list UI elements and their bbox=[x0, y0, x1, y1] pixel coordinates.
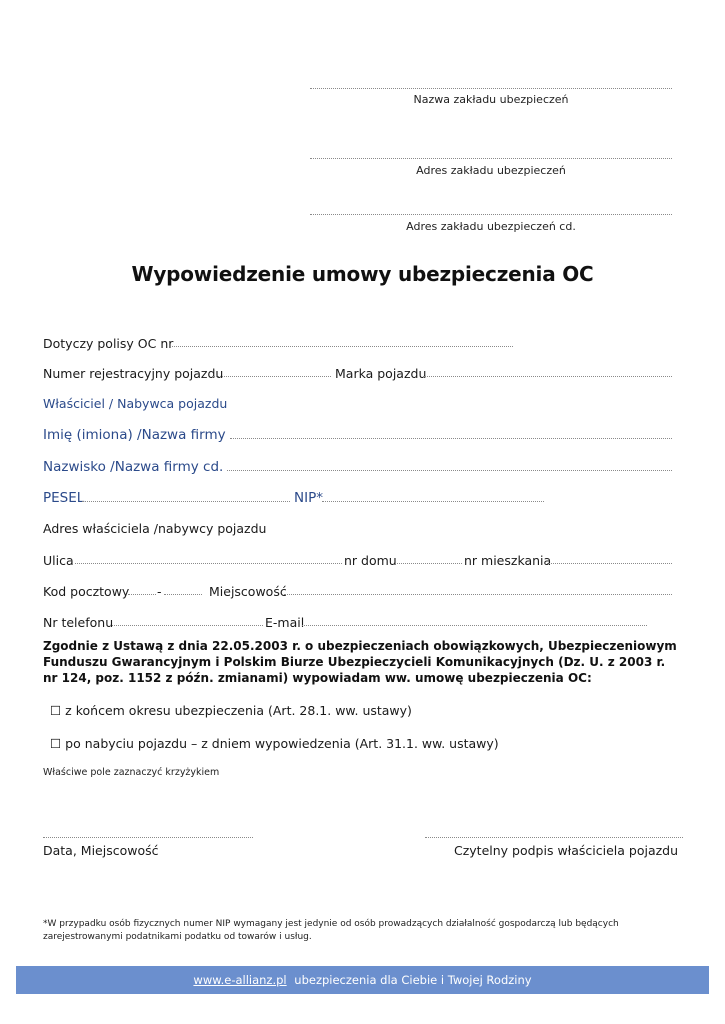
city-field[interactable] bbox=[284, 594, 672, 595]
flat-no-field[interactable] bbox=[545, 563, 672, 564]
street-field[interactable] bbox=[75, 563, 342, 564]
insurer-name-line[interactable] bbox=[310, 88, 672, 89]
nip-field[interactable] bbox=[322, 501, 544, 502]
street-label: Ulica bbox=[43, 553, 74, 568]
insurer-address-line[interactable] bbox=[310, 158, 672, 159]
legal-statement: Zgodnie z Ustawą z dnia 22.05.2003 r. o ubezpieczeniach obowiązkowych, Ubezpieczeniowym Funduszu Gwarancyjnym i Polskim Biurze Ubezpieczycieli Komunikacyjnych (Dz. U. z 2003 r. nr 124, poz. 1152 z późn. zmianami) wypowiadam ww. umowę ubezpieczenia OC: bbox=[43, 639, 677, 685]
date-place-label: Data, Miejscowość bbox=[43, 843, 159, 858]
signature-label: Czytelny podpis właściciela pojazdu bbox=[454, 843, 679, 858]
document-title: Wypowiedzenie umowy ubezpieczenia OC bbox=[131, 262, 594, 286]
postal-code-label: Kod pocztowy bbox=[43, 584, 130, 599]
postal-code-dash: - bbox=[157, 584, 162, 599]
owner-section-heading: Właściciel / Nabywca pojazdu bbox=[43, 396, 228, 411]
insurer-address-cont-caption: Adres zakładu ubezpieczeń cd. bbox=[406, 220, 576, 233]
postal-code-field-1[interactable] bbox=[128, 594, 156, 595]
insurer-name-caption: Nazwa zakładu ubezpieczeń bbox=[413, 93, 569, 106]
email-label: E-mail bbox=[265, 615, 305, 630]
nip-footnote: *W przypadku osób fizycznych numer NIP wymagany jest jedynie od osób prowadzących działalność gospodarczą lub będących zarejestrowanymi podatnikami podatku od towarów i usług. bbox=[43, 919, 619, 942]
pesel-field[interactable] bbox=[82, 501, 290, 502]
make-field[interactable] bbox=[424, 376, 672, 377]
first-name-label: Imię (imiona) /Nazwa firmy bbox=[43, 427, 226, 443]
registration-field[interactable] bbox=[213, 376, 331, 377]
signature-field[interactable] bbox=[425, 837, 683, 838]
last-name-field[interactable] bbox=[227, 470, 672, 471]
option-vehicle-acquired-checkbox[interactable]: ☐ po nabyciu pojazdu – z dniem wypowiedzenia (Art. 31.1. ww. ustawy) bbox=[50, 736, 499, 751]
pesel-label: PESEL bbox=[43, 490, 85, 506]
date-place-field[interactable] bbox=[43, 837, 253, 838]
nip-label: NIP* bbox=[294, 490, 323, 506]
phone-label: Nr telefonu bbox=[43, 615, 114, 630]
insurer-address-cont-line[interactable] bbox=[310, 214, 672, 215]
city-label: Miejscowość bbox=[209, 584, 287, 599]
postal-code-field-2[interactable] bbox=[164, 594, 202, 595]
house-no-field[interactable] bbox=[395, 563, 462, 564]
policy-label: Dotyczy polisy OC nr bbox=[43, 336, 174, 351]
footer-tagline: ubezpieczenia dla Ciebie i Twojej Rodziny bbox=[294, 973, 532, 987]
option-end-of-period-checkbox[interactable]: ☐ z końcem okresu ubezpieczenia (Art. 28.1. ww. ustawy) bbox=[50, 703, 412, 718]
policy-number-field[interactable] bbox=[170, 346, 513, 347]
website-link[interactable]: www.e-allianz.pl bbox=[193, 973, 287, 987]
footer-bar bbox=[16, 966, 709, 994]
first-name-field[interactable] bbox=[230, 438, 672, 439]
check-note: Właściwe pole zaznaczyć krzyżykiem bbox=[43, 767, 220, 778]
email-field[interactable] bbox=[302, 625, 647, 626]
flat-no-label: nr mieszkania bbox=[464, 553, 552, 568]
registration-label: Numer rejestracyjny pojazdu bbox=[43, 366, 224, 381]
insurer-address-caption: Adres zakładu ubezpieczeń bbox=[416, 164, 566, 177]
house-no-label: nr domu bbox=[344, 553, 397, 568]
make-label: Marka pojazdu bbox=[335, 366, 427, 381]
last-name-label: Nazwisko /Nazwa firmy cd. bbox=[43, 459, 224, 475]
address-section-heading: Adres właściciela /nabywcy pojazdu bbox=[43, 521, 267, 536]
phone-field[interactable] bbox=[110, 625, 263, 626]
